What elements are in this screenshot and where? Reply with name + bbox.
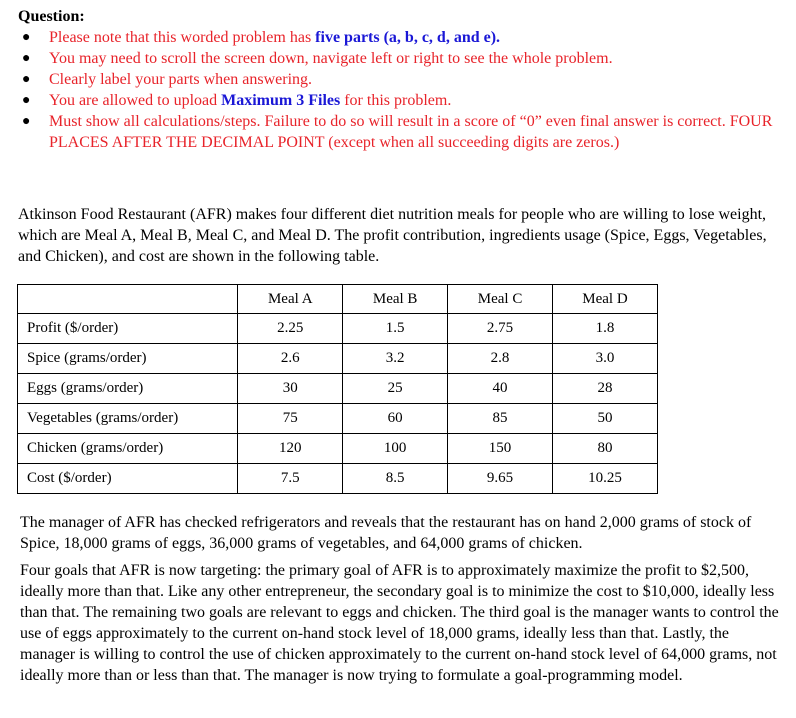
row-label: Vegetables (grams/order): [18, 404, 238, 434]
row-label: Eggs (grams/order): [18, 374, 238, 404]
table-cell: 2.75: [448, 314, 553, 344]
table-header-cell: Meal C: [448, 285, 553, 314]
table-header-cell: Meal D: [552, 285, 657, 314]
table-cell: 7.5: [238, 464, 343, 494]
instruction-text: Please note that this worded problem has: [49, 29, 316, 46]
table-cell: 28: [552, 374, 657, 404]
table-row: [18, 344, 658, 374]
bullet-icon: ●: [22, 72, 31, 87]
instruction-text: You are allowed to upload: [49, 92, 222, 109]
table-header-cell: [18, 285, 238, 314]
instruction-item: [18, 69, 778, 90]
table-cell: 3.2: [343, 344, 448, 374]
table-cell: 10.25: [552, 464, 657, 494]
table-cell: 2.6: [238, 344, 343, 374]
table-cell: 2.25: [238, 314, 343, 344]
bullet-icon: ●: [22, 51, 31, 66]
table-cell: 9.65: [448, 464, 553, 494]
instruction-item: [18, 27, 778, 48]
table-row: [18, 374, 658, 404]
row-label: Spice (grams/order): [18, 344, 238, 374]
table-cell: 1.5: [343, 314, 448, 344]
row-label: Profit ($/order): [18, 314, 238, 344]
instruction-item: [18, 48, 778, 69]
instruction-item: [18, 111, 778, 153]
table-cell: 85: [448, 404, 553, 434]
goals-paragraph: Four goals that AFR is now targeting: the primary goal of AFR is to approximately maximize the profit to $2,500, ideally more than that. Like any other entrepreneur, the secondary goal is to minimize the cost to $10,000, ideally less than that. The remaining two goals are relevant to eggs and chicken. The third goal is the manager wants to control the use of eggs approximately to the current on-hand stock level of 18,000 grams, ideally less than that. Lastly, the manager is willing to control the use of chicken approximately to the current on-hand stock level of 64,000 grams, not ideally more than or less than that. The manager is now trying to formulate a goal-programming model.: [20, 562, 779, 684]
table-cell: 2.8: [448, 344, 553, 374]
instruction-text: You may need to scroll the screen down, navigate left or right to see the whole problem.: [49, 50, 613, 67]
intro-paragraph: Atkinson Food Restaurant (AFR) makes four different diet nutrition meals for people who are willing to lose weight, which are Meal A, Meal B, Meal C, and Meal D. The profit contribution, ingredients usage (Spice, Eggs, Vegetables, and Chicken), and cost are shown in the following table.: [18, 206, 767, 265]
question-heading: Question:: [18, 8, 85, 25]
instruction-text: Must show all calculations/steps. Failure to do so will result in a score of “0” even final answer is correct. FOUR PLACES AFTER THE DECIMAL POINT (except when all succeeding digits are zeros.): [49, 113, 773, 151]
table-header-row: [18, 285, 658, 314]
bullet-icon: ●: [22, 93, 31, 108]
instruction-text: for this problem.: [340, 92, 452, 109]
stock-paragraph: The manager of AFR has checked refrigerators and reveals that the restaurant has on hand 2,000 grams of stock of Spice, 18,000 grams of eggs, 36,000 grams of vegetables, and 64,000 grams of chicken.: [20, 514, 752, 552]
bullet-icon: ●: [22, 30, 31, 45]
table-cell: 1.8: [552, 314, 657, 344]
table-row: [18, 404, 658, 434]
table-cell: 50: [552, 404, 657, 434]
table-header-cell: Meal A: [238, 285, 343, 314]
table-cell: 60: [343, 404, 448, 434]
meal-data-table: [17, 284, 658, 494]
row-label: Cost ($/order): [18, 464, 238, 494]
table-row: [18, 464, 658, 494]
instruction-text: Clearly label your parts when answering.: [49, 71, 313, 88]
table-cell: 30: [238, 374, 343, 404]
bullet-icon: ●: [22, 114, 31, 129]
table-cell: 150: [448, 434, 553, 464]
table-cell: 40: [448, 374, 553, 404]
table-cell: 80: [552, 434, 657, 464]
row-label: Chicken (grams/order): [18, 434, 238, 464]
table-header-cell: Meal B: [343, 285, 448, 314]
table-cell: 25: [343, 374, 448, 404]
instructions-list: [18, 27, 778, 153]
table-row: [18, 434, 658, 464]
table-cell: 8.5: [343, 464, 448, 494]
table-cell: 75: [238, 404, 343, 434]
instruction-item: [18, 90, 778, 111]
instruction-emphasis: five parts (a, b, c, d, and e).: [315, 29, 501, 46]
table-cell: 100: [343, 434, 448, 464]
table-cell: 3.0: [552, 344, 657, 374]
table-cell: 120: [238, 434, 343, 464]
table-row: [18, 314, 658, 344]
instruction-emphasis: Maximum 3 Files: [221, 92, 341, 109]
